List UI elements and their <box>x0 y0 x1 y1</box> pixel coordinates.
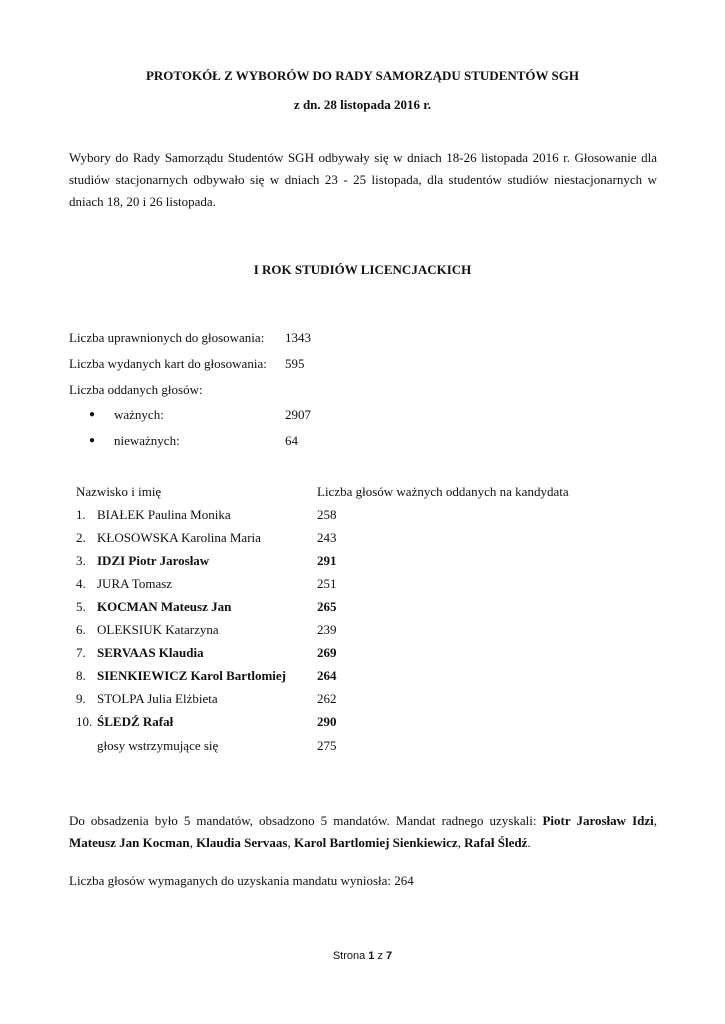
table-row <box>0 714 725 737</box>
candidate-votes: 251 <box>317 576 337 591</box>
table-row <box>0 691 725 714</box>
table-row <box>0 599 725 622</box>
elected-name: Mateusz Jan Kocman <box>69 835 190 850</box>
table-row <box>0 622 725 645</box>
candidate-name: SERVAAS Klaudia <box>97 645 204 660</box>
period: . <box>527 835 531 850</box>
candidate-votes: 291 <box>317 553 337 568</box>
result-paragraph <box>69 810 657 854</box>
row-number: 4. <box>76 576 86 591</box>
document-date: z dn. 28 listopada 2016 r. <box>293 97 432 112</box>
table-row <box>0 576 725 599</box>
cards-value: 595 <box>285 356 305 371</box>
candidate-votes: 264 <box>317 668 337 683</box>
footer-page-number: 1 <box>368 950 375 962</box>
bullet-icon: ● <box>89 435 96 446</box>
elected-name: Klaudia Servaas <box>196 835 288 850</box>
section-title: I ROK STUDIÓW LICENCJACKICH <box>253 262 472 277</box>
candidate-votes: 290 <box>317 714 337 729</box>
abstain-label: głosy wstrzymujące się <box>97 738 219 753</box>
separator: , <box>457 835 461 850</box>
footer-of: z <box>377 950 383 962</box>
row-number: 5. <box>76 599 86 614</box>
candidate-name: KŁOSOWSKA Karolina Maria <box>97 530 261 545</box>
invalid-label: nieważnych: <box>114 433 180 448</box>
table-row <box>0 530 725 553</box>
candidate-votes: 239 <box>317 622 337 637</box>
candidate-name: IDZI Piotr Jarosław <box>97 553 210 568</box>
candidate-votes: 258 <box>317 507 337 522</box>
candidate-votes: 269 <box>317 645 337 660</box>
row-number: 8. <box>76 668 86 683</box>
column-header-votes: Liczba głosów ważnych oddanych na kandydata <box>317 484 569 499</box>
row-number: 9. <box>76 691 86 706</box>
eligible-label: Liczba uprawnionych do głosowania: <box>69 330 265 345</box>
candidate-name: OLEKSIUK Katarzyna <box>97 622 219 637</box>
row-number: 2. <box>76 530 86 545</box>
candidate-name: BIAŁEK Paulina Monika <box>97 507 231 522</box>
threshold-text: Liczba głosów wymaganych do uzyskania mandatu wyniosła: 264 <box>69 873 414 888</box>
table-row <box>0 645 725 668</box>
intro-paragraph: Wybory do Rady Samorządu Studentów SGH odbywały się w dniach 18-26 listopada 2016 r. Głosowanie dla studiów stacjonarnych odbywało się w dniach 23 - 25 listopada, dla studentów studiów niestacjonarnych w dniach 18, 20 i 26 listopada. <box>69 150 657 209</box>
separator: , <box>653 813 658 828</box>
eligible-value: 1343 <box>285 330 311 345</box>
elected-name: Rafał Śledź <box>464 835 528 850</box>
candidate-name: JURA Tomasz <box>97 576 173 591</box>
candidate-votes: 262 <box>317 691 337 706</box>
column-header-name: Nazwisko i imię <box>76 484 162 499</box>
candidate-name: KOCMAN Mateusz Jan <box>97 599 232 614</box>
footer-prefix: Strona <box>332 950 366 962</box>
separator: , <box>189 835 193 850</box>
invalid-value: 64 <box>285 433 298 448</box>
candidate-name: ŚLEDŹ Rafał <box>97 714 174 729</box>
row-number: 1. <box>76 507 86 522</box>
candidate-name: SIENKIEWICZ Karol Bartlomiej <box>97 668 286 683</box>
candidate-votes: 265 <box>317 599 337 614</box>
abstain-value: 275 <box>317 738 337 753</box>
elected-name: Piotr Jarosław Idzi <box>542 813 654 828</box>
valid-label: ważnych: <box>114 407 164 422</box>
elected-name: Karol Bartlomiej Sienkiewicz <box>293 835 458 850</box>
valid-value: 2907 <box>285 407 311 422</box>
table-row <box>0 507 725 530</box>
result-text: Do obsadzenia było 5 mandatów, obsadzono 5 mandatów. Mandat radnego uzyskali: <box>69 813 537 828</box>
separator: , <box>287 835 291 850</box>
document-title: PROTOKÓŁ Z WYBORÓW DO RADY SAMORZĄDU STUDENTÓW SGH <box>145 68 580 83</box>
candidate-name: STOLPA Julia Elżbieta <box>97 691 218 706</box>
cast-label: Liczba oddanych głosów: <box>69 382 203 397</box>
footer-page-total: 7 <box>386 950 393 962</box>
bullet-icon: ● <box>89 409 96 420</box>
table-row <box>0 553 725 576</box>
cards-label: Liczba wydanych kart do głosowania: <box>69 356 267 371</box>
table-row <box>0 668 725 691</box>
candidate-votes: 243 <box>317 530 337 545</box>
row-number: 3. <box>76 553 86 568</box>
row-number: 6. <box>76 622 86 637</box>
row-number: 10. <box>76 714 93 729</box>
page-footer <box>0 950 725 962</box>
row-number: 7. <box>76 645 86 660</box>
